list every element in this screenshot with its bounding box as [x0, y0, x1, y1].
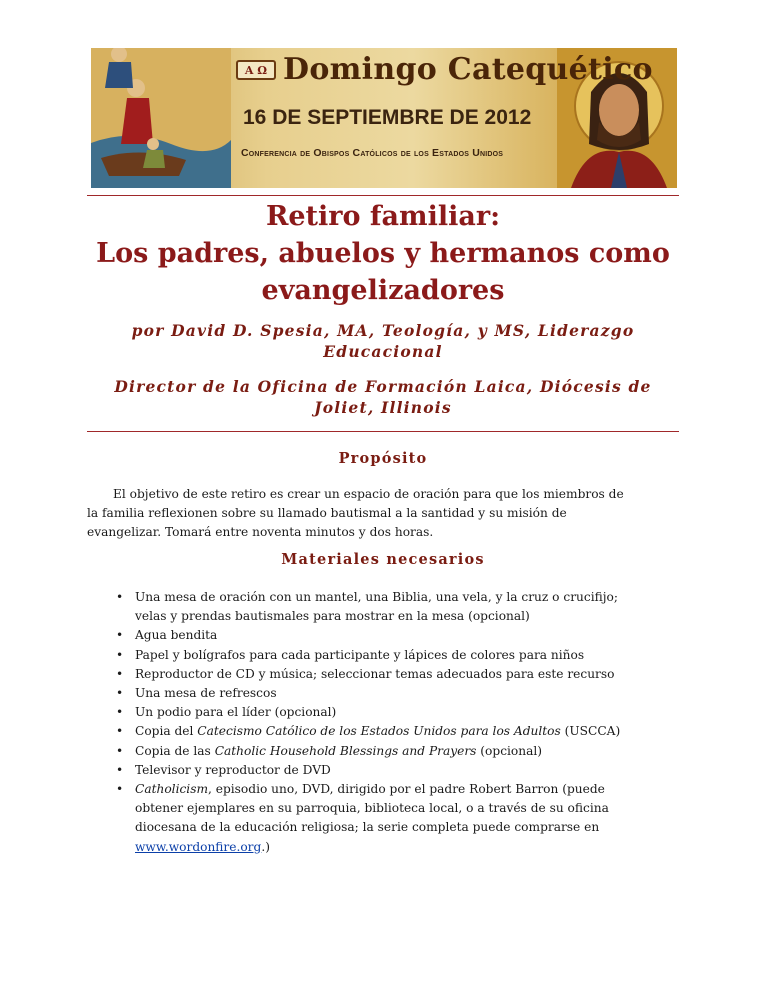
- header-banner: [91, 48, 677, 188]
- banner-date: 16 DE SEPTIEMBRE DE 2012: [243, 106, 532, 129]
- title-line: evangelizadores: [261, 275, 505, 306]
- bullet-icon: •: [116, 743, 124, 758]
- author-line: Educacional: [323, 342, 443, 361]
- item-text: [135, 742, 681, 761]
- paragraph-line: El objetivo de este retiro es crear un espacio de oración para que los miembros de: [113, 487, 624, 501]
- title-line: Los padres, abuelos y hermanos como: [96, 238, 670, 269]
- item-text: Televisor y reproductor de DVD: [135, 762, 331, 777]
- list-item: [87, 722, 681, 741]
- item-text-pre: Copia de las: [135, 743, 215, 758]
- item-text: Un podio para el líder (opcional): [135, 705, 337, 720]
- list-item: [87, 703, 681, 722]
- item-text-pre: Copia del: [135, 724, 198, 739]
- item-text: diocesana de la educación religiosa; la serie completa puede comprarse en: [135, 820, 600, 835]
- author-byline: [87, 320, 679, 362]
- list-item: [87, 665, 681, 684]
- title-line: Retiro familiar:: [265, 201, 501, 232]
- item-text-rest: , episodio uno, DVD, dirigido por el padre Robert Barron (puede: [208, 782, 605, 797]
- fishing-boat-painting: [91, 48, 231, 188]
- paragraph-line: evangelizar. Tomará entre noventa minutos y dos horas.: [87, 525, 434, 540]
- item-text-post: .): [261, 839, 270, 854]
- director-line: Director de la Oficina de Formación Laica, Diócesis de: [114, 377, 652, 396]
- wordonfire-link[interactable]: www.wordonfire.org: [135, 839, 262, 854]
- bullet-icon: •: [116, 762, 124, 777]
- middle-divider: [87, 431, 679, 432]
- item-text-post: (opcional): [476, 743, 543, 758]
- director-line: Joliet, Illinois: [314, 398, 452, 417]
- series-title: Catholicism: [135, 782, 209, 797]
- materials-heading: Materiales necesarios: [281, 551, 485, 568]
- director-byline: [87, 376, 679, 418]
- list-item: [87, 626, 681, 645]
- item-text: Agua bendita: [135, 628, 218, 643]
- top-divider: [87, 195, 679, 196]
- item-text: Papel y bolígrafos para cada participante y lápices de colores para niños: [135, 647, 585, 662]
- list-item: [87, 761, 681, 780]
- paragraph-line: la familia reflexionen sobre su llamado bautismal a la santidad y su misión de: [87, 506, 567, 521]
- alpha-omega-logo: A Ω: [236, 60, 276, 80]
- item-text: [135, 722, 681, 741]
- item-text-post: (USCCA): [560, 724, 621, 739]
- book-title: Catecismo Católico de los Estados Unidos para los Adultos: [197, 724, 561, 739]
- author-line: por David D. Spesia, MA, Teología, y MS, Liderazgo: [131, 321, 635, 340]
- list-item: [87, 742, 681, 761]
- bullet-icon: •: [116, 686, 124, 701]
- list-item: [87, 780, 681, 857]
- item-text: [135, 838, 681, 857]
- item-text: velas y prendas bautismales para mostrar en la mesa (opcional): [135, 609, 530, 624]
- book-title: Catholic Household Blessings and Prayers: [214, 743, 477, 758]
- list-item: [87, 588, 681, 626]
- banner-title: Domingo Catequético: [283, 52, 653, 87]
- materials-list: [87, 588, 681, 857]
- document-title: [87, 198, 679, 309]
- purpose-heading: Propósito: [338, 450, 428, 467]
- banner-conference: Conferencia de Obispos Católicos de los Estados Unidos: [241, 147, 504, 159]
- item-text: [135, 780, 681, 799]
- bullet-icon: •: [116, 647, 124, 662]
- bullet-icon: •: [116, 782, 124, 797]
- bullet-icon: •: [116, 590, 124, 604]
- purpose-paragraph: [87, 485, 681, 543]
- bullet-icon: •: [116, 666, 124, 681]
- list-item: [87, 646, 681, 665]
- bullet-icon: •: [116, 628, 124, 643]
- item-text: Una mesa de refrescos: [135, 686, 277, 701]
- item-text: Una mesa de oración con un mantel, una Biblia, una vela, y la cruz o crucifijo;: [135, 590, 618, 604]
- list-item: [87, 684, 681, 703]
- bullet-icon: •: [116, 705, 124, 720]
- item-text: Reproductor de CD y música; seleccionar temas adecuados para este recurso: [135, 666, 615, 681]
- item-text: obtener ejemplares en su parroquia, biblioteca local, o a través de su oficina: [135, 801, 609, 816]
- bullet-icon: •: [116, 724, 124, 739]
